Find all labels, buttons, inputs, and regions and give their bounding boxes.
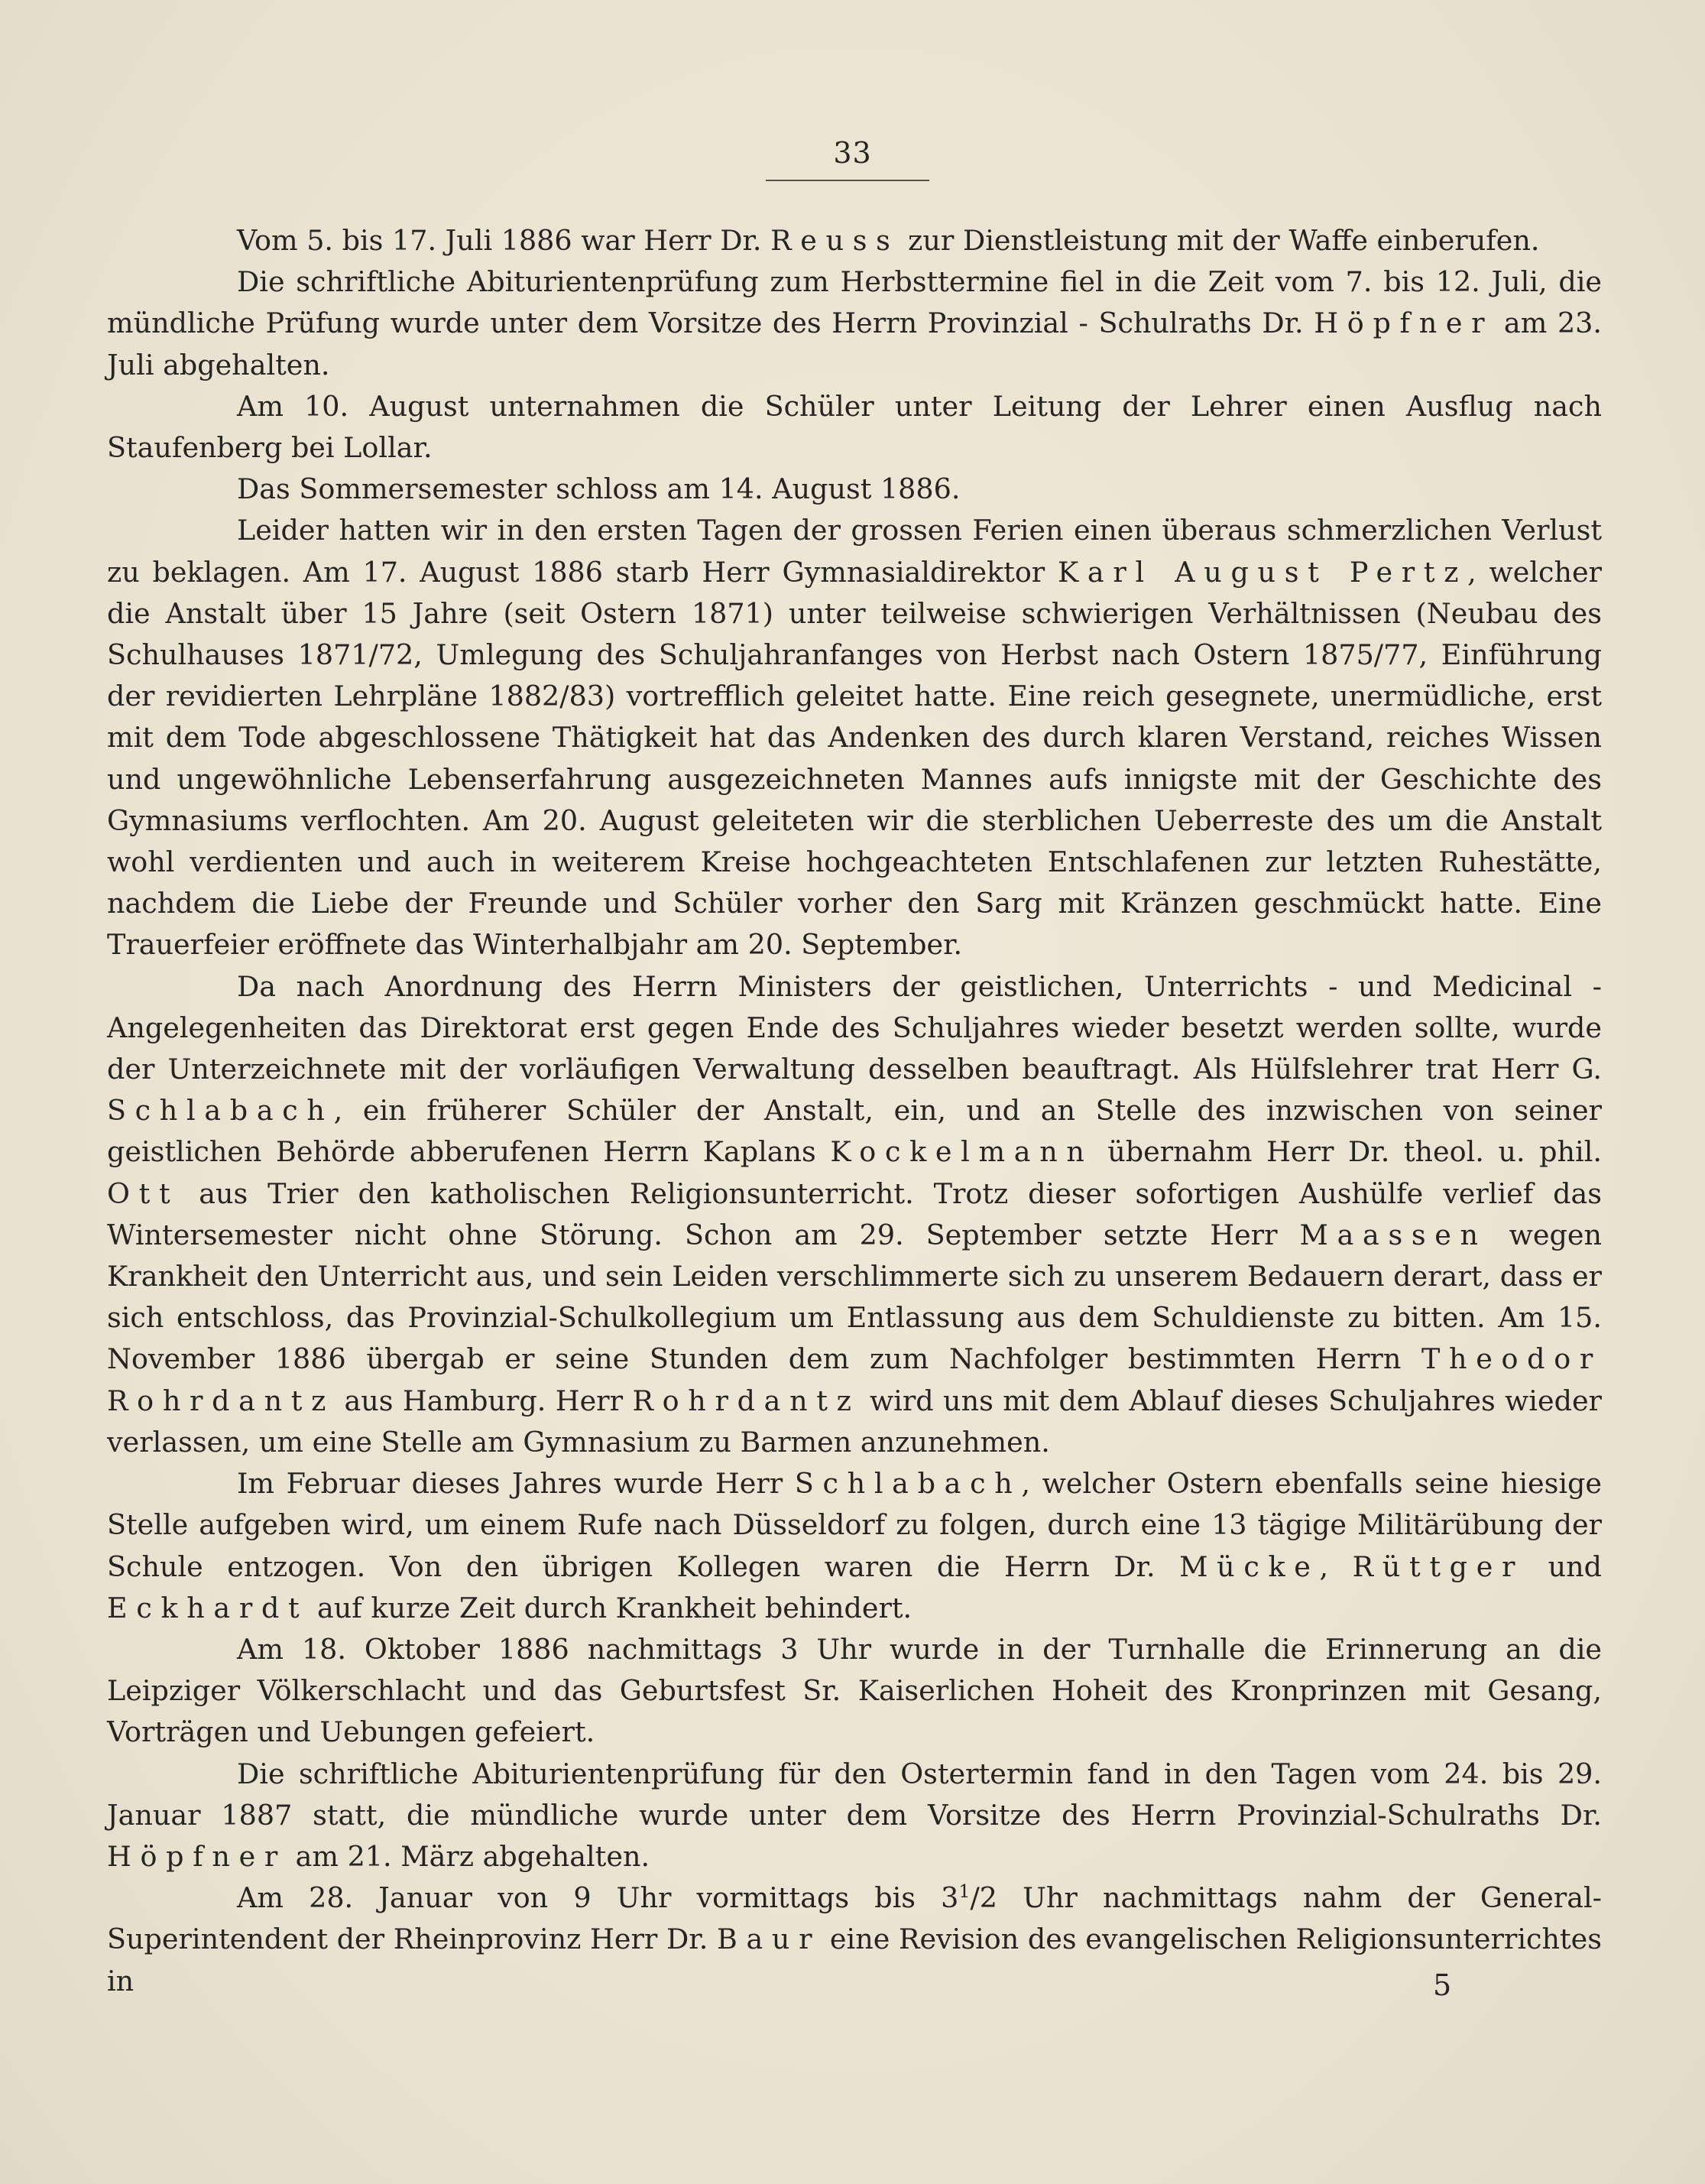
text-run: /2 Uhr nachmittags nahm der General-Superintendent der Rheinprovinz Herr Dr.: [107, 1881, 1602, 1956]
body-text: [107, 220, 1602, 2002]
paragraph: [107, 261, 1602, 386]
paragraph: [107, 1629, 1602, 1754]
spaced-name: Reuss: [770, 224, 900, 257]
spaced-name: Kockelmann: [830, 1135, 1094, 1169]
spaced-name: Eckhardt: [107, 1591, 309, 1624]
paragraph: [107, 510, 1602, 965]
spaced-name: Schlabach: [794, 1467, 1022, 1501]
text-run: Am 10. August unternahmen die Schüler unter Leitung der Lehrer einen Ausflug nach Staufenberg bei Lollar.: [107, 389, 1602, 465]
spaced-name: Maassen: [1299, 1218, 1487, 1251]
spaced-name: Rüttger: [1352, 1550, 1525, 1583]
text-run: am 23. Juli abgehalten.: [107, 307, 1602, 381]
text-run: Die schriftliche Abiturientenprüfung für den Ostertermin fand in den Tagen vom 24. bis 29. Januar 1887 statt, die mündliche wurde unter dem Vorsitze des Herrn Provinzial-Schulraths Dr.: [107, 1757, 1602, 1832]
paragraph: [107, 220, 1602, 261]
paragraph: [107, 1754, 1602, 1878]
text-run: aus Hamburg. Herr: [335, 1384, 633, 1417]
paragraph: [107, 1877, 1602, 2002]
signature-mark: 5: [1433, 1968, 1452, 2002]
text-run: Am 18. Oktober 1886 nachmittags 3 Uhr wurde in der Turnhalle die Erinnerung an die Leipziger Völkerschlacht und das Geburtsfest Sr. Kaiserlichen Hoheit des Kronprinzen mit Gesang, Vorträgen und Uebungen gefeiert.: [107, 1632, 1602, 1749]
spaced-name: Schlabach: [107, 1094, 334, 1128]
spaced-name: Höpfner: [107, 1839, 287, 1873]
text-run: wird uns mit dem Ablauf dieses Schuljahres wieder verlassen, um eine Stelle am Gymnasium zu Barmen anzunehmen.: [107, 1384, 1602, 1459]
text-run: am 21. März abgehalten.: [287, 1839, 650, 1873]
header-rule: [766, 180, 929, 181]
superscript: 1: [958, 1881, 971, 1903]
text-run: , welcher Ostern ebenfalls seine hiesige Stelle aufgeben wird, um einem Rufe nach Düsseldorf zu folgen, durch eine 13 tägige Militärübung der Schule entzogen. Von den übrigen Kollegen waren die Herrn Dr.: [107, 1467, 1602, 1583]
text-run: eine Revision des evangelischen Religionsunterrichtes in: [107, 1923, 1602, 1997]
spaced-name: Theodor Rohrdantz: [107, 1342, 1602, 1417]
text-run: aus Trier den katholischen Religionsunterricht. Trotz dieser sofortigen Aushülfe verlief das Wintersemester nicht ohne Störung. Schon am 29. September setzte Herr: [107, 1176, 1602, 1251]
text-run: Da nach Anordnung des Herrn Ministers der geistlichen, Unterrichts - und Medicinal - Angelegenheiten das Direktorat erst gegen Ende des Schuljahres wieder besetzt werden sollte, wurde der Unterzeichnete mit der vorläufigen Verwaltung desselben beauftragt. Als Hülfslehrer trat Herr G.: [107, 969, 1602, 1086]
paragraph: [107, 1463, 1602, 1629]
text-run: Im Februar dieses Jahres wurde Herr: [237, 1467, 795, 1501]
text-run: Leider hatten wir in den ersten Tagen der grossen Ferien einen überaus schmerzlichen Verlust zu beklagen. Am 17. August 1886 starb Herr Gymnasialdirektor: [107, 514, 1602, 589]
text-run: übernahm Herr Dr. theol. u. phil.: [1093, 1135, 1602, 1169]
text-run: zur Dienstleistung mit der Waffe einberufen.: [899, 224, 1540, 257]
text-run: Vom 5. bis 17. Juli 1886 war Herr Dr.: [237, 224, 771, 257]
spaced-name: Baur: [716, 1923, 822, 1956]
text-run: Das Sommersemester schloss am 14. August 1886.: [237, 472, 961, 506]
text-run: Am 28. Januar von 9 Uhr vormittags bis 3: [237, 1881, 959, 1915]
paragraph: [107, 966, 1602, 1463]
paragraph: [107, 386, 1602, 469]
text-run: ,: [1319, 1550, 1353, 1583]
text-run: und: [1524, 1550, 1602, 1583]
spaced-name: Höpfner: [1314, 307, 1494, 340]
spaced-name: Karl August Pertz: [1057, 555, 1468, 589]
spaced-name: Rohrdantz: [632, 1384, 861, 1417]
page-number: 33: [833, 136, 872, 170]
text-run: auf kurze Zeit durch Krankheit behindert.: [308, 1591, 912, 1624]
spaced-name: Ott: [107, 1176, 180, 1210]
text-run: Die schriftliche Abiturientenprüfung zum Herbsttermine fiel in die Zeit vom 7. bis 12. Juli, die mündliche Prüfung wurde unter dem Vorsitze des Herrn Provinzial - Schulraths Dr.: [107, 265, 1602, 340]
text-run: , welcher die Anstalt über 15 Jahre (seit Ostern 1871) unter teilweise schwierigen Verhältnissen (Neubau des Schulhauses 1871/72, Umlegung des Schuljahranfanges von Herbst nach Ostern 1875/77, Einführung der revidierten Lehrpläne 1882/83) vortrefflich geleitet hatte. Eine reich gesegnete, unermüdliche, erst mit dem Tode abgeschlossene Thätigkeit hat das Andenken des durch klaren Verstand, reiches Wissen und ungewöhnliche Lebenserfahrung ausgezeichneten Mannes aufs innigste mit der Geschichte des Gymnasiums verflochten. Am 20. August geleiteten wir die sterblichen Ueberreste des um die Anstalt wohl verdienten und auch in weiterem Kreise hochgeachteten Entschlafenen zur letzten Ruhestätte, nachdem die Liebe der Freunde und Schüler vorher den Sarg mit Kränzen geschmückt hatte. Eine Trauerfeier eröffnete das Winterhalbjahr am 20. September.: [107, 555, 1602, 962]
paragraph: [107, 469, 1602, 510]
text-run: , ein früherer Schüler der Anstalt, ein, und an Stelle des inzwischen von seiner geistlichen Behörde abberufenen Herrn Kaplans: [107, 1094, 1602, 1169]
spaced-name: Mücke: [1179, 1550, 1320, 1583]
text-run: wegen Krankheit den Unterricht aus, und sein Leiden verschlimmerte sich zu unserem Bedauern derart, dass er sich entschloss, das Provinzial-Schulkollegium um Entlassung aus dem Schuldienste zu bitten. Am 15. November 1886 übergab er seine Stunden dem zum Nachfolger bestimmten Herrn: [107, 1218, 1602, 1376]
